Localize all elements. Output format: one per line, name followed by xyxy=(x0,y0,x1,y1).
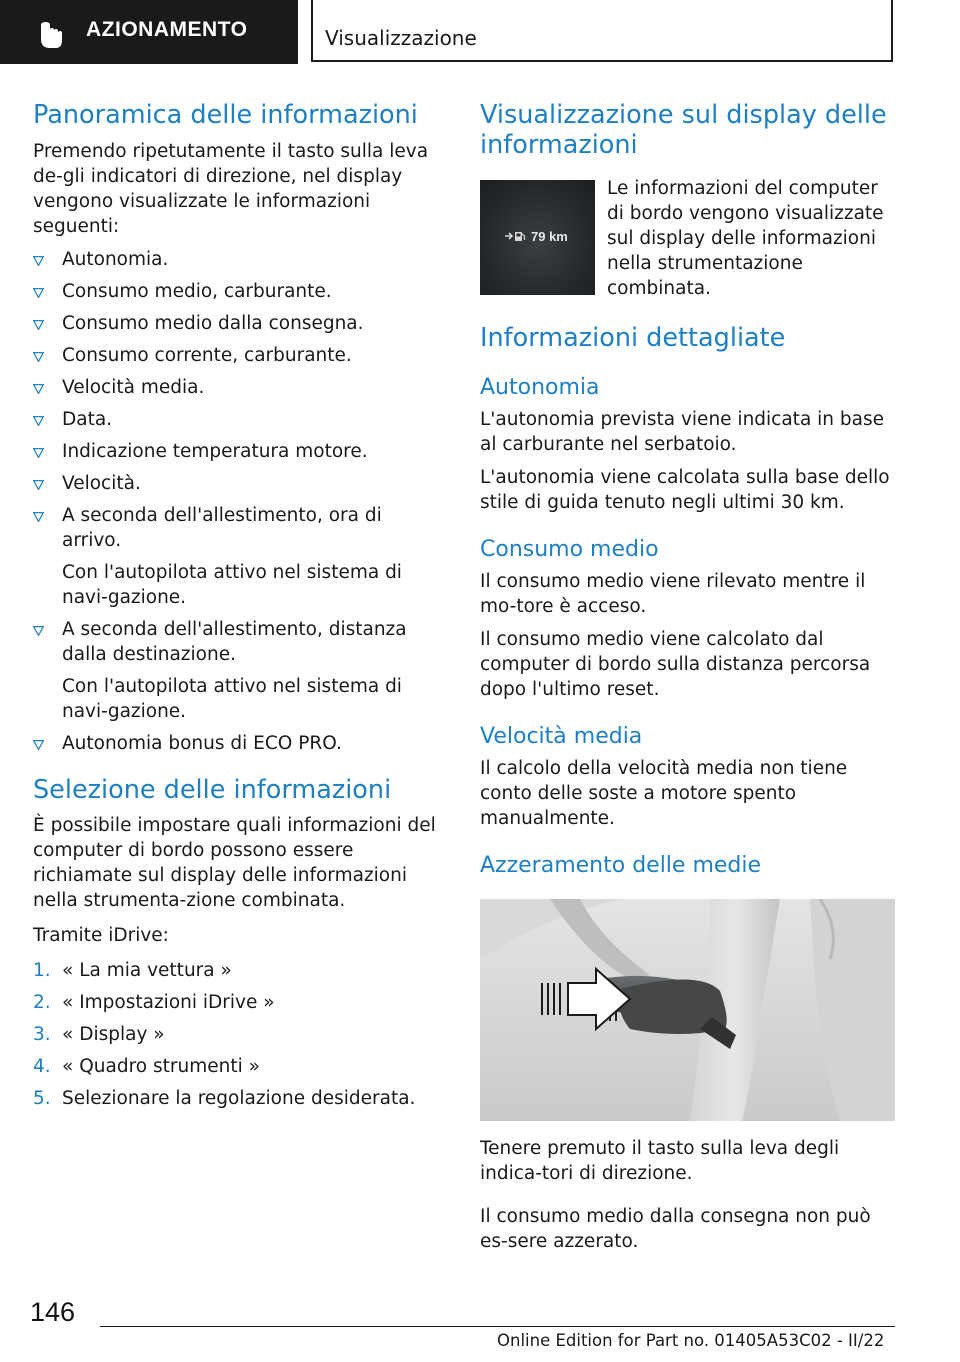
overview-intro: Premendo ripetutamente il tasto sulla leva de-gli indicatori di direzione, nel display vengono visualizzate le informazioni seguenti: xyxy=(33,141,429,237)
range-readout: 79 km xyxy=(531,229,568,244)
bullet-triangle-icon xyxy=(33,384,44,394)
autonomia-heading: Autonomia xyxy=(480,375,600,400)
display-figure xyxy=(480,180,898,298)
bullet-triangle-icon xyxy=(33,256,44,266)
list-item: Consumo medio, carburante. xyxy=(33,279,439,304)
list-item: Consumo medio dalla consegna. xyxy=(33,311,439,336)
info-list xyxy=(33,247,439,756)
footer-divider xyxy=(100,1326,895,1327)
list-item: Velocità. xyxy=(33,471,439,496)
bullet-triangle-icon xyxy=(33,448,44,458)
right-column xyxy=(480,100,898,1254)
bullet-triangle-icon xyxy=(33,480,44,490)
consumo-heading: Consumo medio xyxy=(480,537,659,562)
topic-title: Visualizzazione xyxy=(325,26,477,50)
selection-heading: Selezione delle informazioni xyxy=(33,775,392,805)
bullet-triangle-icon xyxy=(33,288,44,298)
bullet-triangle-icon xyxy=(33,352,44,362)
section-tab xyxy=(0,0,298,64)
page-number: 146 xyxy=(30,1297,76,1327)
list-item: Data. xyxy=(33,407,439,432)
section-title: AZIONAMENTO xyxy=(86,18,248,41)
list-item: Autonomia. xyxy=(33,247,439,272)
autonomia-text-2: L'autonomia viene calcolata sulla base dello stile di guida tenuto negli ultimi 30 km. xyxy=(480,467,890,513)
consumo-text-1: Il consumo medio viene rilevato mentre il mo-tore è acceso. xyxy=(480,571,866,617)
list-item-note: Con l'autopilota attivo nel sistema di navi-gazione. xyxy=(62,562,402,608)
turn-signal-lever-photo xyxy=(480,899,895,1121)
details-heading: Informazioni dettagliate xyxy=(480,323,786,353)
velocita-heading: Velocità media xyxy=(480,724,643,749)
display-heading: Visualizzazione sul display delle informazioni xyxy=(480,100,887,160)
selection-intro: È possibile impostare quali informazioni del computer di bordo possono essere richiamate sul display delle informazioni nella strumenta-zione combinata. xyxy=(33,815,436,911)
step-item: 2. « Impostazioni iDrive » xyxy=(33,992,275,1013)
list-item: Consumo corrente, carburante. xyxy=(33,343,439,368)
left-column xyxy=(33,100,439,1111)
step-item: 4. « Quadro strumenti » xyxy=(33,1056,260,1077)
consumo-text-2: Il consumo medio viene calcolato dal computer di bordo sulla distanza percorsa dopo l'ultimo reset. xyxy=(480,629,871,700)
overview-heading: Panoramica delle informazioni xyxy=(33,100,418,130)
list-item: A seconda dell'allestimento, ora di arrivo. Con l'autopilota attivo nel sistema di navi-gazione. xyxy=(33,503,439,610)
display-description: Le informazioni del computer di bordo vengono visualizzate sul display delle informazioni nella strumentazione combinata. xyxy=(607,178,884,299)
steps-list xyxy=(33,958,439,1111)
list-item: A seconda dell'allestimento, distanza dalla destinazione. Con l'autopilota attivo nel sistema di navi-gazione. xyxy=(33,617,439,724)
list-item: Velocità media. xyxy=(33,375,439,400)
hand-pointer-icon xyxy=(36,22,64,50)
step-item: 5. Selezionare la regolazione desiderata. xyxy=(33,1088,416,1109)
list-item: Autonomia bonus di ECO PRO. xyxy=(33,731,439,756)
reset-text-1: Tenere premuto il tasto sulla leva degli indica-tori di direzione. xyxy=(480,1138,840,1184)
autonomia-text-1: L'autonomia prevista viene indicata in base al carburante nel serbatoio. xyxy=(480,409,885,455)
step-item: 1. « La mia vettura » xyxy=(33,960,232,981)
edition-footer: Online Edition for Part no. 01405A53C02 - II/22 xyxy=(497,1331,885,1350)
step-item: 3. « Display » xyxy=(33,1024,165,1045)
bullet-triangle-icon xyxy=(33,416,44,426)
idrive-label: Tramite iDrive: xyxy=(33,925,169,946)
bullet-triangle-icon xyxy=(33,512,44,522)
bullet-triangle-icon xyxy=(33,626,44,636)
list-item-note: Con l'autopilota attivo nel sistema di navi-gazione. xyxy=(62,676,402,722)
velocita-text-1: Il calcolo della velocità media non tiene conto delle soste a motore spento manualmente. xyxy=(480,758,848,829)
bullet-triangle-icon xyxy=(33,740,44,750)
reset-text-2: Il consumo medio dalla consegna non può es-sere azzerato. xyxy=(480,1206,871,1252)
bullet-triangle-icon xyxy=(33,320,44,330)
instrument-display-image xyxy=(480,180,595,295)
fuel-range-icon xyxy=(504,229,526,243)
reset-heading: Azzeramento delle medie xyxy=(480,853,762,878)
list-item: Indicazione temperatura motore. xyxy=(33,439,439,464)
